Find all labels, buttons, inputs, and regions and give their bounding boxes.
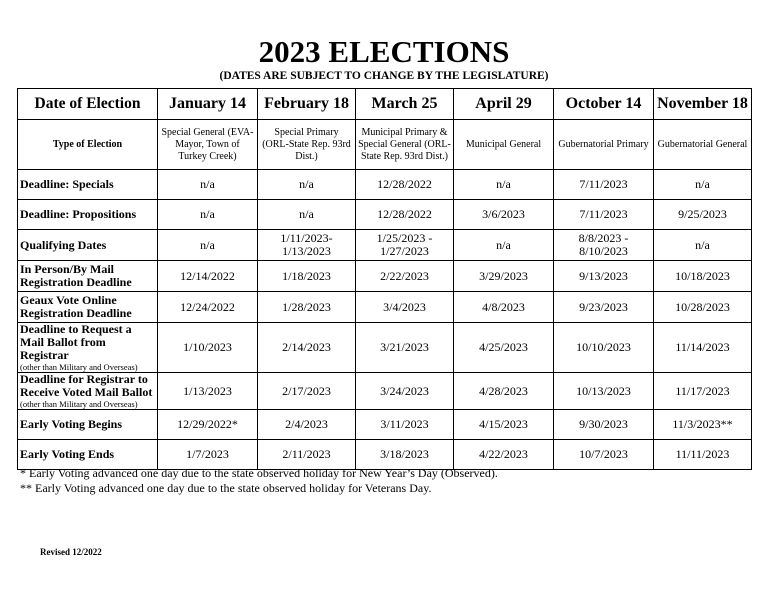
election-date-header-row (18, 89, 752, 120)
page-title: 2023 ELECTIONS (258, 34, 510, 69)
date-cell: 10/7/2023 (554, 440, 654, 470)
table-row (18, 261, 752, 292)
row-label-text: Deadline: Specials (20, 177, 114, 191)
footnote-new-years: * Early Voting advanced one day due to the state observed holiday for New Year’s Day (Observed). (20, 466, 498, 480)
date-cell: 9/25/2023 (654, 200, 752, 230)
date-cell: 9/23/2023 (554, 292, 654, 323)
row-label-text: In Person/By Mail Registration Deadline (20, 262, 132, 289)
date-cell: 12/14/2022 (158, 261, 258, 292)
date-cell: 7/11/2023 (554, 170, 654, 200)
table-row (18, 410, 752, 440)
date-cell: n/a (258, 200, 356, 230)
date-cell: 2/11/2023 (258, 440, 356, 470)
election-date-header: January 14 (158, 89, 258, 120)
table-row (18, 373, 752, 410)
date-cell: 4/25/2023 (454, 323, 554, 373)
election-date-header: November 18 (654, 89, 752, 120)
table-row (18, 292, 752, 323)
row-label (18, 373, 158, 410)
row-label-text: Deadline for Registrar to Receive Voted Mail Ballot (20, 372, 153, 399)
date-cell: 4/28/2023 (454, 373, 554, 410)
type-label: Type of Election (18, 120, 158, 170)
table-row (18, 170, 752, 200)
row-label (18, 170, 158, 200)
date-cell: 10/10/2023 (554, 323, 654, 373)
date-cell: 3/29/2023 (454, 261, 554, 292)
date-cell: 1/18/2023 (258, 261, 356, 292)
date-cell: 10/28/2023 (654, 292, 752, 323)
date-cell: 8/8/2023 - 8/10/2023 (554, 230, 654, 261)
row-label-text: Early Voting Begins (20, 417, 123, 431)
table-row (18, 200, 752, 230)
date-cell: 11/14/2023 (654, 323, 752, 373)
date-cell: 2/14/2023 (258, 323, 356, 373)
date-cell: 12/24/2022 (158, 292, 258, 323)
election-date-header: April 29 (454, 89, 554, 120)
date-cell: 10/13/2023 (554, 373, 654, 410)
date-cell: 11/17/2023 (654, 373, 752, 410)
row-label (18, 410, 158, 440)
date-cell: 1/10/2023 (158, 323, 258, 373)
row-label-text: Qualifying Dates (20, 237, 107, 252)
date-cell: 7/11/2023 (554, 200, 654, 230)
date-cell: 4/22/2023 (454, 440, 554, 470)
table-row (18, 323, 752, 373)
election-type-cell: Gubernatorial General (654, 120, 752, 170)
election-type-cell: Special Primary (ORL-State Rep. 93rd Dist.) (258, 120, 356, 170)
date-cell: 1/28/2023 (258, 292, 356, 323)
row-label (18, 323, 158, 373)
revision-note: Revised 12/2022 (40, 547, 102, 557)
row-label-text: Early Voting Ends (20, 447, 115, 461)
date-cell: 4/8/2023 (454, 292, 554, 323)
election-date-header: March 25 (356, 89, 454, 120)
election-type-row (18, 120, 752, 170)
date-cell: 2/22/2023 (356, 261, 454, 292)
election-type-cell: Municipal General (454, 120, 554, 170)
date-cell: 1/7/2023 (158, 440, 258, 470)
corner-label: Date of Election (18, 89, 158, 120)
date-cell: n/a (654, 230, 752, 261)
election-schedule-table (17, 88, 752, 470)
date-cell: 1/25/2023 - 1/27/2023 (356, 230, 454, 261)
date-cell: 3/11/2023 (356, 410, 454, 440)
row-label-note: (other than Military and Overseas) (20, 362, 138, 372)
date-cell: 1/11/2023- 1/13/2023 (258, 230, 356, 261)
date-cell: 11/11/2023 (654, 440, 752, 470)
date-cell: 9/30/2023 (554, 410, 654, 440)
date-cell: 9/13/2023 (554, 261, 654, 292)
table-row (18, 440, 752, 470)
election-type-cell: Gubernatorial Primary (554, 120, 654, 170)
row-label (18, 200, 158, 230)
date-cell: 1/13/2023 (158, 373, 258, 410)
date-cell: 11/3/2023** (654, 410, 752, 440)
date-cell: 3/4/2023 (356, 292, 454, 323)
date-cell: 3/6/2023 (454, 200, 554, 230)
election-date-header: October 14 (554, 89, 654, 120)
date-cell: 3/18/2023 (356, 440, 454, 470)
footnotes (20, 466, 498, 496)
date-cell: n/a (158, 170, 258, 200)
date-cell: 2/4/2023 (258, 410, 356, 440)
date-cell: 3/21/2023 (356, 323, 454, 373)
election-type-cell: Municipal Primary & Special General (ORL-State Rep. 93rd Dist.) (356, 120, 454, 170)
page-subtitle: (DATES ARE SUBJECT TO CHANGE BY THE LEGISLATURE) (219, 70, 549, 82)
row-label (18, 230, 158, 261)
date-cell: 12/28/2022 (356, 170, 454, 200)
date-cell: 12/28/2022 (356, 200, 454, 230)
row-label-text: Deadline: Propositions (20, 207, 137, 221)
row-label (18, 440, 158, 470)
date-cell: 3/24/2023 (356, 373, 454, 410)
date-cell: n/a (654, 170, 752, 200)
footnote-veterans-day: ** Early Voting advanced one day due to the state observed holiday for Veterans Day. (20, 481, 432, 495)
date-cell: 4/15/2023 (454, 410, 554, 440)
row-label (18, 261, 158, 292)
date-cell: n/a (158, 230, 258, 261)
date-cell: 2/17/2023 (258, 373, 356, 410)
election-date-header: February 18 (258, 89, 356, 120)
date-cell: n/a (158, 200, 258, 230)
row-label-text: Deadline to Request a Mail Ballot from Registrar (20, 322, 132, 362)
date-cell: n/a (454, 230, 554, 261)
date-cell: 10/18/2023 (654, 261, 752, 292)
date-cell: n/a (454, 170, 554, 200)
date-cell: 12/29/2022* (158, 410, 258, 440)
date-cell: n/a (258, 170, 356, 200)
row-label (18, 292, 158, 323)
row-label-text: Geaux Vote Online Registration Deadline (20, 293, 132, 320)
election-type-cell: Special General (EVA-Mayor, Town of Turkey Creek) (158, 120, 258, 170)
row-label-note: (other than Military and Overseas) (20, 399, 138, 409)
table-row (18, 230, 752, 261)
